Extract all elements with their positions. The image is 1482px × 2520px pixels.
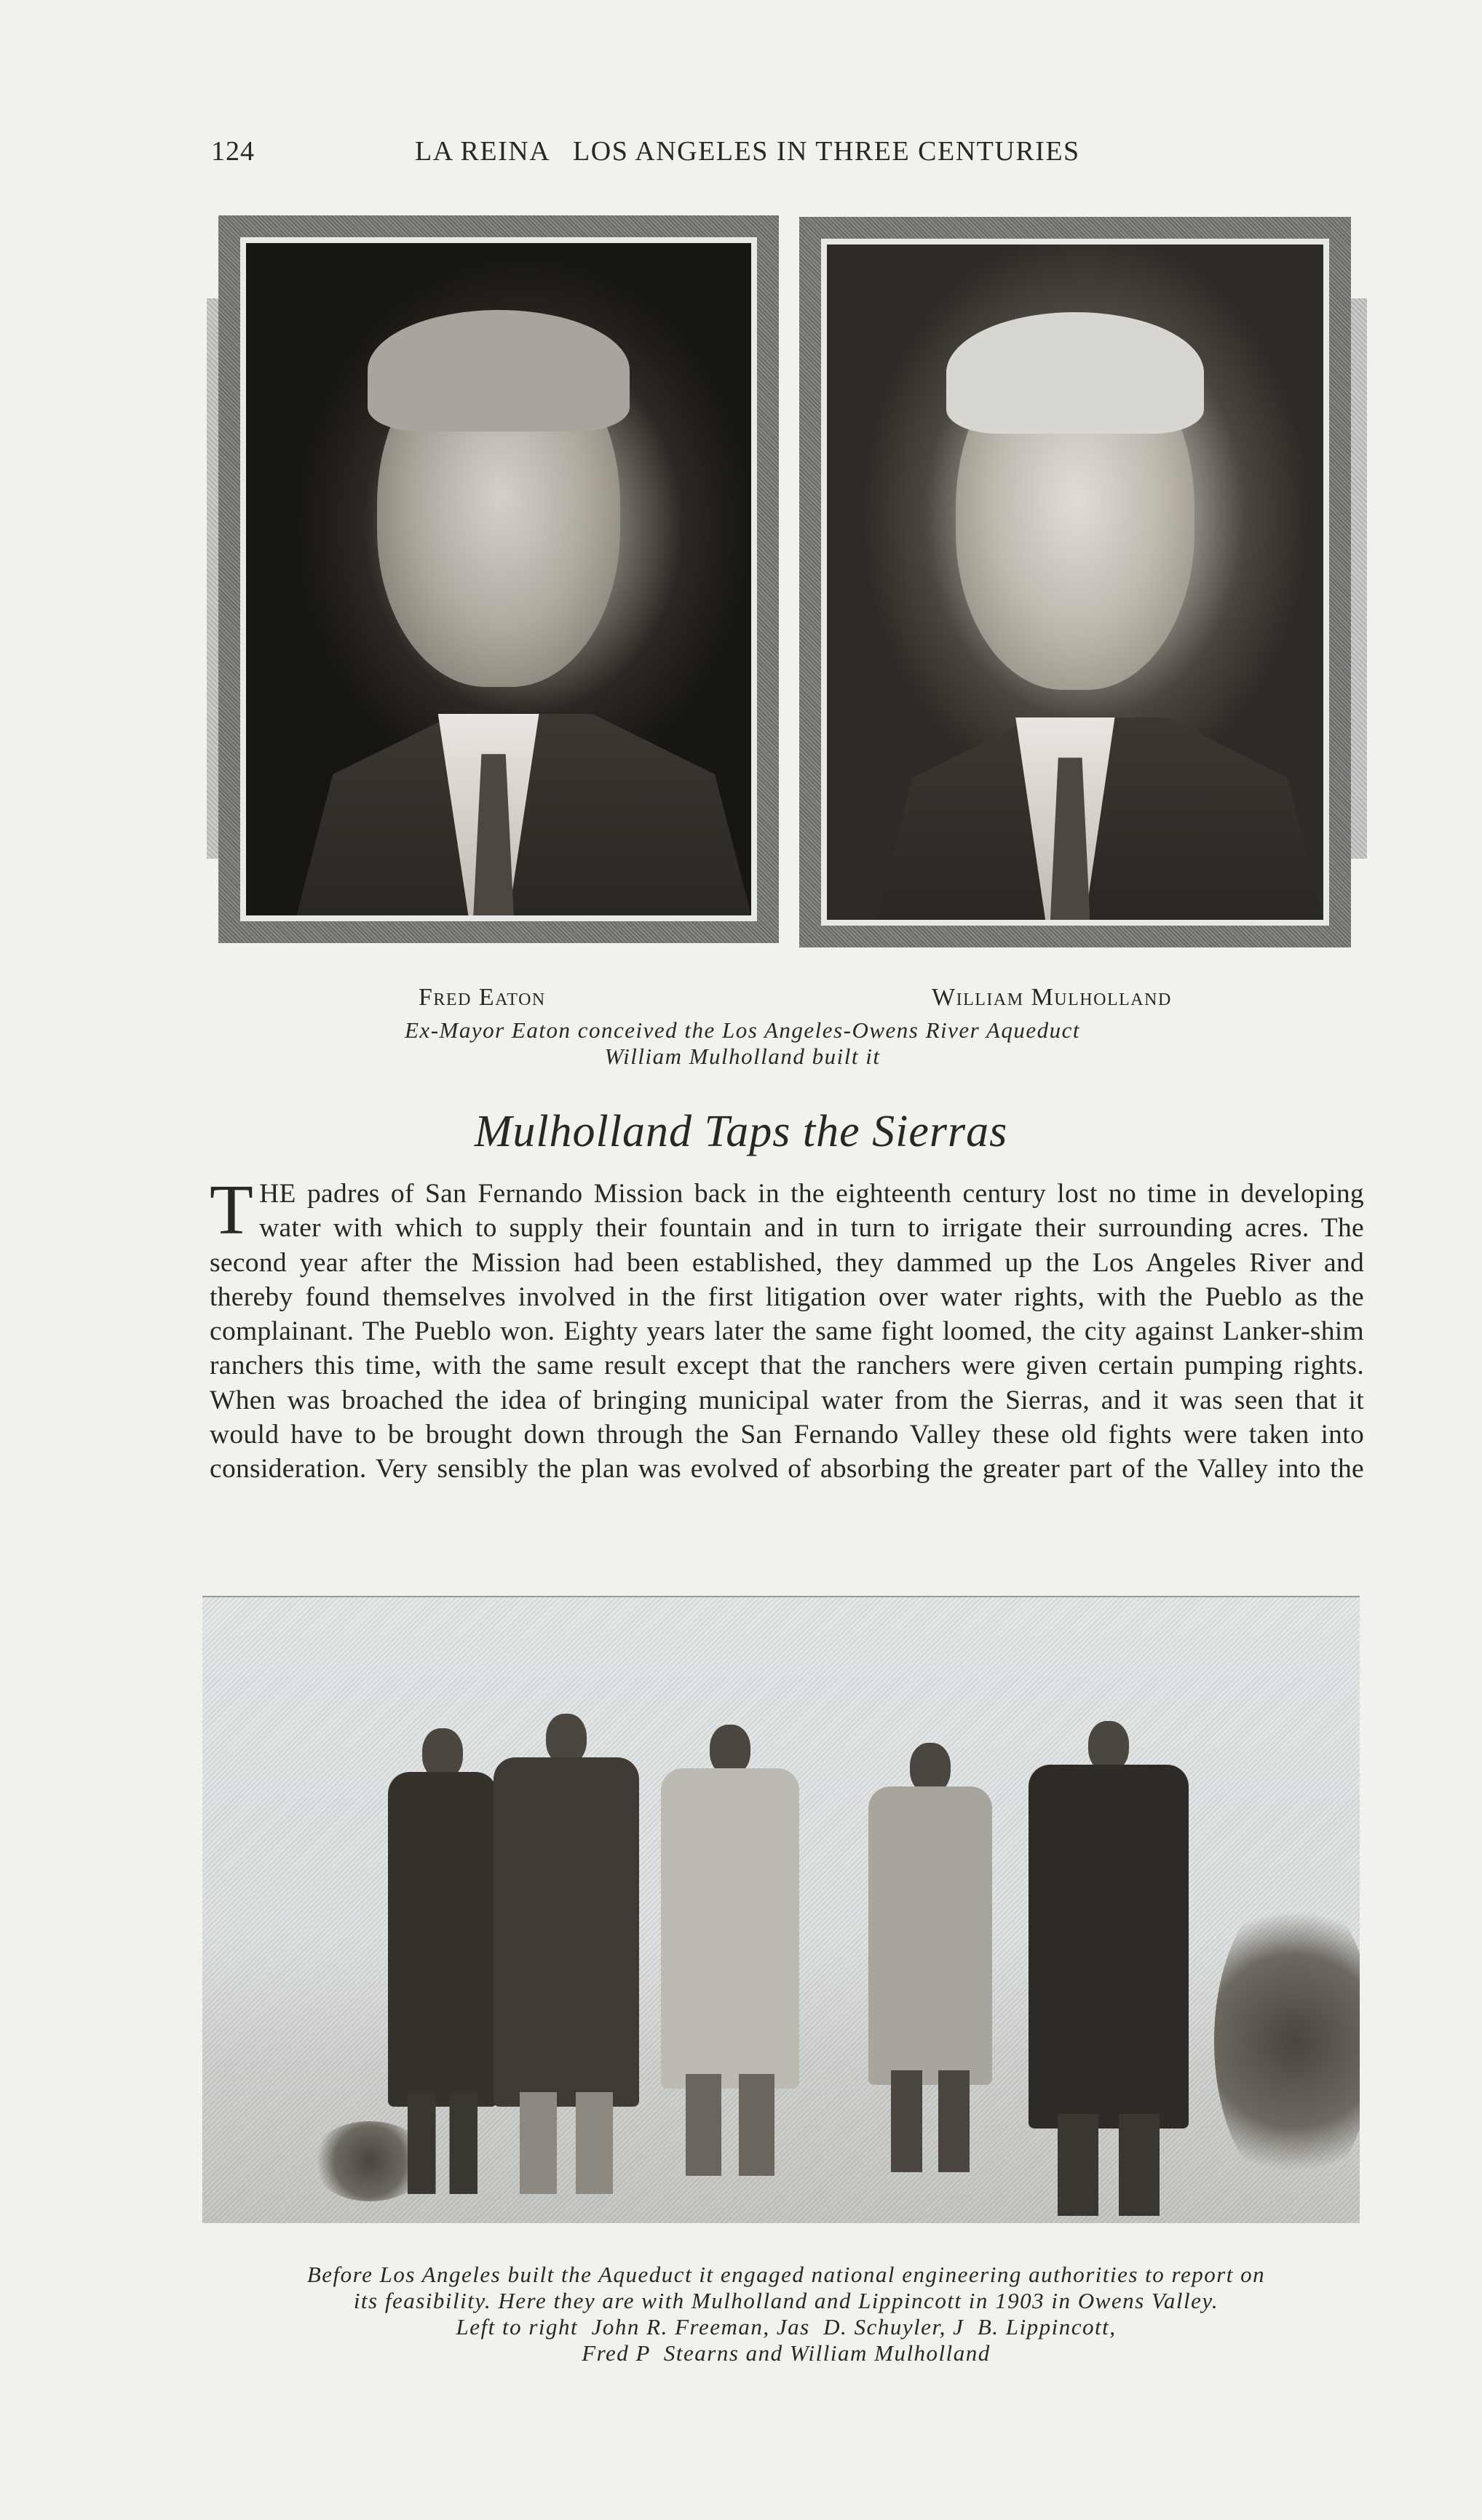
body-text: HE padres of San Fernando Mission back in the eighteenth century lost no time in developing water with which to supply their fountain and in turn to irrigate their surrounding acres. The second year after the Mission had been established, they dammed up the Los Angeles River and thereby found themselves involved in the first litigation over water rights, with the Pueblo as the complainant. The Pueblo won. Eighty years later the same fight loomed, the city against Lanker-shim ranchers this time, with the same result except that the ranchers were given certain pumping rights. When was broached the idea of bringing municipal water from the Sierras, and it was seen that it would have to be brought down through the San Fernando Valley these old fights were taken into consideration. Very sensibly the plan was evolved of absorbing the greater part of the Valley into the: [210, 1179, 1364, 1484]
portrait-frame-mulholland: [799, 217, 1351, 947]
group-caption-line: Before Los Angeles built the Aqueduct it engaged national engineering authorities to report on: [306, 2262, 1266, 2287]
hair-shape: [368, 310, 630, 431]
figure-coat: [868, 1786, 992, 2085]
section-title: Mulholland Taps the Sierras: [474, 1107, 1008, 1156]
group-photo-owens-valley: [202, 1596, 1360, 2223]
figure-legs: [686, 2074, 774, 2176]
group-caption-line: Fred P Stearns and William Mulholland: [582, 2340, 991, 2366]
portrait-mat: [821, 239, 1329, 926]
group-caption-line: Left to right John R. Freeman, Jas D. Schuyler, J B. Lippincott,: [456, 2314, 1117, 2340]
hair-shape: [946, 312, 1205, 434]
figure-coat: [661, 1768, 799, 2088]
figure-john-r-freeman: [388, 1728, 497, 2194]
figure-coat: [388, 1772, 497, 2107]
portrait-frame-eaton: [218, 215, 779, 943]
page-number: 124: [211, 136, 255, 167]
portrait-caption: [218, 1017, 1267, 1070]
figure-legs: [1058, 2114, 1160, 2216]
figure-jas-d-schuyler: [494, 1714, 639, 2194]
portrait-photo-william-mulholland: [827, 245, 1323, 920]
figure-coat: [494, 1757, 639, 2107]
body-paragraph: [210, 1171, 1364, 1487]
figure-legs: [891, 2070, 970, 2172]
portrait-caption-line: William Mulholland built it: [604, 1044, 881, 1069]
group-photo-caption: [197, 2262, 1376, 2366]
portrait-photo-fred-eaton: [246, 243, 751, 915]
drop-cap: T: [210, 1171, 254, 1249]
figure-william-mulholland: [1029, 1721, 1189, 2216]
caption-name-william-mulholland: William Mulholland: [932, 984, 1172, 1011]
portrait-mat: [240, 237, 757, 921]
portrait-caption-line: Ex-Mayor Eaton conceived the Los Angeles-Owens River Aqueduct: [405, 1017, 1080, 1043]
shrub-shape: [1214, 1888, 1360, 2194]
figure-legs: [408, 2092, 478, 2194]
group-caption-line: its feasibility. Here they are with Mulholland and Lippincott in 1903 in Owens Valley.: [353, 2288, 1219, 2313]
figure-legs: [520, 2092, 613, 2194]
caption-name-fred-eaton: Fred Eaton: [419, 984, 546, 1011]
figure-fred-p-stearns: [868, 1743, 992, 2172]
figure-coat: [1029, 1765, 1189, 2129]
figure-j-b-lippincott: [661, 1725, 799, 2176]
running-header-title: LA REINA LOS ANGELES IN THREE CENTURIES: [415, 136, 1080, 167]
